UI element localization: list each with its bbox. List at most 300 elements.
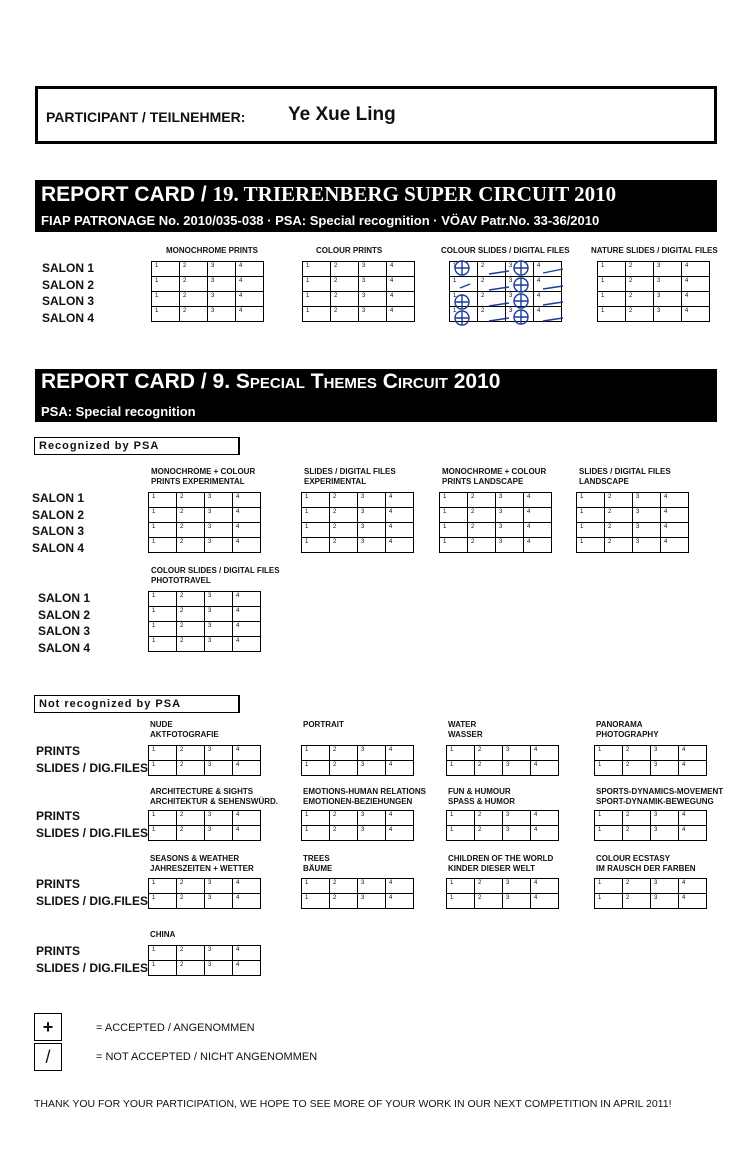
entry-cell[interactable]: 3 — [359, 277, 387, 292]
entry-cell[interactable]: 4 — [233, 508, 261, 523]
entry-cell[interactable]: 3 — [205, 538, 233, 553]
entry-cell[interactable]: 1 — [447, 811, 475, 826]
entry-cell[interactable]: 4 — [236, 262, 264, 277]
grid-row — [303, 262, 415, 277]
entry-cell[interactable]: 1 — [302, 746, 330, 761]
entry-cell[interactable]: 3 — [205, 637, 233, 652]
entry-cell[interactable]: 1 — [303, 277, 331, 292]
entry-cell[interactable]: 1 — [303, 262, 331, 277]
card2-salon-label: SALON 3 — [32, 524, 85, 538]
entry-cell[interactable]: 2 — [478, 262, 506, 277]
entry-cell[interactable]: 3 — [506, 307, 534, 322]
grid-row — [450, 262, 562, 277]
participant-label: PARTICIPANT / TEILNEHMER: — [46, 109, 246, 125]
entry-cell[interactable]: 4 — [679, 879, 707, 894]
entry-cell[interactable]: 2 — [177, 961, 205, 976]
entry-cell[interactable]: 3 — [651, 811, 679, 826]
entry-cell[interactable]: 2 — [623, 746, 651, 761]
recognized-column-header-line-2: PHOTOTRAVEL — [151, 576, 211, 585]
entry-cell[interactable]: 2 — [330, 523, 358, 538]
entry-cell[interactable]: 1 — [149, 637, 177, 652]
entry-cell[interactable]: 2 — [177, 894, 205, 909]
recognized-column-header-line-1: COLOUR SLIDES / DIGITAL FILES — [151, 566, 280, 575]
entry-cell[interactable]: 3 — [205, 523, 233, 538]
entry-cell[interactable]: 1 — [149, 592, 177, 607]
entry-cell[interactable]: 3 — [205, 746, 233, 761]
recognized-column-header — [579, 467, 671, 487]
entry-cell[interactable]: 2 — [177, 493, 205, 508]
entry-cell[interactable]: 3 — [506, 277, 534, 292]
entry-cell[interactable]: 4 — [682, 262, 710, 277]
entry-cell[interactable]: 3 — [496, 523, 524, 538]
card1-column-header: NATURE SLIDES / DIGITAL FILES — [591, 246, 718, 255]
entry-cell[interactable]: 2 — [177, 622, 205, 637]
entry-cell[interactable]: 1 — [595, 879, 623, 894]
entry-cell[interactable]: 4 — [233, 946, 261, 961]
entry-cell[interactable]: 4 — [661, 508, 689, 523]
entry-cell[interactable]: 1 — [149, 894, 177, 909]
entry-cell[interactable]: 1 — [440, 538, 468, 553]
entry-cell[interactable]: 3 — [358, 508, 386, 523]
entry-cell[interactable]: 4 — [387, 307, 415, 322]
entry-cell[interactable]: 4 — [524, 523, 552, 538]
entry-cell[interactable]: 4 — [386, 761, 414, 776]
entry-cell[interactable]: 2 — [468, 538, 496, 553]
entry-cell[interactable]: 1 — [598, 262, 626, 277]
grid-row — [595, 761, 707, 776]
entry-cell[interactable]: 1 — [149, 961, 177, 976]
entry-cell[interactable]: 2 — [177, 811, 205, 826]
entry-cell[interactable]: 4 — [386, 811, 414, 826]
entry-cell[interactable]: 2 — [475, 811, 503, 826]
entry-cell[interactable]: 2 — [475, 746, 503, 761]
entry-cell[interactable]: 1 — [152, 292, 180, 307]
entry-cell[interactable]: 1 — [577, 538, 605, 553]
entry-cell[interactable]: 3 — [359, 307, 387, 322]
entry-cell[interactable]: 4 — [233, 607, 261, 622]
entry-cell[interactable]: 3 — [496, 508, 524, 523]
entry-cell[interactable]: 4 — [386, 493, 414, 508]
entry-cell[interactable]: 1 — [450, 277, 478, 292]
entry-cell[interactable]: 4 — [679, 746, 707, 761]
entry-cell[interactable]: 2 — [331, 277, 359, 292]
entry-cell[interactable]: 3 — [358, 538, 386, 553]
entry-cell[interactable]: 3 — [503, 761, 531, 776]
entry-cell[interactable]: 1 — [303, 307, 331, 322]
entry-cell[interactable]: 1 — [149, 811, 177, 826]
entry-cell[interactable]: 2 — [177, 637, 205, 652]
entry-cell[interactable]: 1 — [149, 523, 177, 538]
entry-cell[interactable]: 2 — [605, 538, 633, 553]
entry-cell[interactable]: 1 — [577, 493, 605, 508]
not-recognized-grid — [148, 945, 261, 976]
entry-cell[interactable]: 4 — [233, 961, 261, 976]
entry-cell[interactable]: 4 — [233, 523, 261, 538]
entry-cell[interactable]: 1 — [440, 508, 468, 523]
recognized-column-header-line-1: MONOCHROME + COLOUR — [151, 467, 256, 476]
entry-cell[interactable]: 1 — [302, 538, 330, 553]
not-recognized-column-header-line-1: COLOUR ECSTASY — [596, 854, 671, 863]
entry-cell[interactable]: 1 — [447, 894, 475, 909]
entry-cell[interactable]: 2 — [330, 508, 358, 523]
grid-row — [577, 508, 689, 523]
entry-cell[interactable]: 4 — [534, 307, 562, 322]
entry-cell[interactable]: 3 — [651, 826, 679, 841]
recognized-column-header-line-2: PRINTS EXPERIMENTAL — [151, 477, 245, 486]
entry-cell[interactable]: 2 — [330, 761, 358, 776]
entry-cell[interactable]: 4 — [233, 811, 261, 826]
entry-cell[interactable]: 4 — [236, 307, 264, 322]
entry-cell[interactable]: 1 — [149, 761, 177, 776]
entry-cell[interactable]: 3 — [205, 508, 233, 523]
entry-cell[interactable]: 2 — [605, 508, 633, 523]
entry-cell[interactable]: 2 — [623, 811, 651, 826]
entry-cell[interactable]: 1 — [149, 493, 177, 508]
entry-cell[interactable]: 2 — [475, 826, 503, 841]
entry-cell[interactable]: 4 — [531, 811, 559, 826]
entry-cell[interactable]: 4 — [534, 277, 562, 292]
entry-cell[interactable]: 1 — [149, 607, 177, 622]
entry-cell[interactable]: 3 — [496, 493, 524, 508]
entry-cell[interactable]: 2 — [468, 523, 496, 538]
entry-cell[interactable]: 2 — [623, 879, 651, 894]
entry-cell[interactable]: 3 — [205, 961, 233, 976]
entry-cell[interactable]: 3 — [208, 262, 236, 277]
entry-cell[interactable]: 4 — [531, 879, 559, 894]
entry-cell[interactable]: 3 — [358, 879, 386, 894]
entry-cell[interactable]: 4 — [386, 879, 414, 894]
entry-cell[interactable]: 1 — [595, 826, 623, 841]
entry-cell[interactable]: 2 — [330, 538, 358, 553]
entry-cell[interactable]: 3 — [205, 592, 233, 607]
entry-cell[interactable]: 2 — [177, 879, 205, 894]
entry-cell[interactable]: 3 — [503, 894, 531, 909]
entry-cell[interactable]: 1 — [447, 879, 475, 894]
not-recognized-column-header-line-1: WATER — [448, 720, 477, 729]
entry-cell[interactable]: 3 — [651, 746, 679, 761]
entry-cell[interactable]: 2 — [605, 523, 633, 538]
entry-cell[interactable]: 2 — [478, 292, 506, 307]
entry-cell[interactable]: 1 — [450, 262, 478, 277]
entry-cell[interactable]: 4 — [236, 292, 264, 307]
entry-cell[interactable]: 2 — [331, 262, 359, 277]
entry-cell[interactable]: 3 — [633, 538, 661, 553]
entry-cell[interactable]: 4 — [682, 292, 710, 307]
grid-row — [302, 538, 414, 553]
entry-cell[interactable]: 3 — [358, 811, 386, 826]
entry-cell[interactable]: 3 — [633, 493, 661, 508]
entry-cell[interactable]: 2 — [177, 523, 205, 538]
entry-cell[interactable]: 2 — [331, 307, 359, 322]
grid-row — [149, 637, 261, 652]
entry-cell[interactable]: 4 — [679, 826, 707, 841]
entry-cell[interactable]: 4 — [531, 826, 559, 841]
entry-cell[interactable]: 4 — [386, 538, 414, 553]
grid-row — [447, 761, 559, 776]
grid-row — [447, 879, 559, 894]
entry-cell[interactable]: 4 — [524, 538, 552, 553]
entry-cell[interactable]: 4 — [233, 637, 261, 652]
entry-cell[interactable]: 3 — [651, 761, 679, 776]
entry-cell[interactable]: 4 — [233, 622, 261, 637]
entry-cell[interactable]: 2 — [177, 946, 205, 961]
entry-cell[interactable]: 3 — [506, 262, 534, 277]
entry-cell[interactable]: 1 — [598, 292, 626, 307]
grid-row — [149, 746, 261, 761]
entry-cell[interactable]: 1 — [450, 292, 478, 307]
grid-row — [302, 523, 414, 538]
entry-cell[interactable]: 1 — [302, 523, 330, 538]
entry-cell[interactable]: 3 — [359, 292, 387, 307]
entry-cell[interactable]: 1 — [149, 826, 177, 841]
entry-cell[interactable]: 3 — [506, 292, 534, 307]
entry-cell[interactable]: 3 — [358, 826, 386, 841]
entry-cell[interactable]: 1 — [577, 508, 605, 523]
entry-cell[interactable]: 1 — [595, 894, 623, 909]
entry-cell[interactable]: 2 — [623, 826, 651, 841]
not-recognized-column-header-line-2: AKTFOTOGRAFIE — [150, 730, 219, 739]
card2-salon-label: SALON 4 — [38, 640, 91, 655]
entry-cell[interactable]: 2 — [180, 277, 208, 292]
entry-cell[interactable]: 4 — [387, 262, 415, 277]
entry-cell[interactable]: 4 — [236, 277, 264, 292]
entry-cell[interactable]: 2 — [177, 761, 205, 776]
entry-cell[interactable]: 1 — [149, 538, 177, 553]
entry-cell[interactable]: 4 — [524, 493, 552, 508]
entry-cell[interactable]: 2 — [623, 894, 651, 909]
entry-cell[interactable]: 2 — [605, 493, 633, 508]
entry-cell[interactable]: 1 — [595, 811, 623, 826]
entry-cell[interactable]: 3 — [358, 523, 386, 538]
entry-cell[interactable]: 3 — [633, 508, 661, 523]
entry-cell[interactable]: 2 — [626, 292, 654, 307]
entry-cell[interactable]: 2 — [177, 508, 205, 523]
entry-cell[interactable]: 3 — [503, 811, 531, 826]
grid-row — [447, 811, 559, 826]
not-recognized-column-header-line-2: BÄUME — [303, 864, 333, 873]
entry-cell[interactable]: 4 — [233, 592, 261, 607]
not-recognized-column-header — [596, 854, 696, 874]
entry-cell[interactable]: 2 — [330, 746, 358, 761]
entry-cell[interactable]: 4 — [386, 894, 414, 909]
entry-cell[interactable]: 3 — [205, 826, 233, 841]
entry-cell[interactable]: 4 — [233, 879, 261, 894]
entry-cell[interactable]: 3 — [651, 894, 679, 909]
entry-cell[interactable]: 1 — [149, 622, 177, 637]
entry-cell[interactable]: 4 — [233, 894, 261, 909]
grid-row — [303, 292, 415, 307]
entry-cell[interactable]: 4 — [233, 746, 261, 761]
entry-cell[interactable]: 3 — [205, 894, 233, 909]
entry-cell[interactable]: 3 — [496, 538, 524, 553]
entry-cell[interactable]: 1 — [440, 493, 468, 508]
entry-cell[interactable]: 2 — [626, 277, 654, 292]
grid-row — [595, 811, 707, 826]
grid-row — [577, 538, 689, 553]
entry-cell[interactable]: 1 — [447, 761, 475, 776]
entry-cell[interactable]: 4 — [524, 508, 552, 523]
entry-cell[interactable]: 3 — [633, 523, 661, 538]
entry-cell[interactable]: 1 — [303, 292, 331, 307]
entry-cell[interactable]: 2 — [330, 826, 358, 841]
entry-cell[interactable]: 4 — [233, 761, 261, 776]
entry-cell[interactable]: 2 — [331, 292, 359, 307]
entry-cell[interactable]: 2 — [468, 493, 496, 508]
grid-row — [447, 826, 559, 841]
entry-cell[interactable]: 2 — [177, 826, 205, 841]
entry-cell[interactable]: 3 — [654, 307, 682, 322]
entry-cell[interactable]: 2 — [180, 307, 208, 322]
entry-cell[interactable]: 1 — [595, 746, 623, 761]
entry-cell[interactable]: 4 — [233, 826, 261, 841]
entry-cell[interactable]: 2 — [623, 761, 651, 776]
entry-cell[interactable]: 4 — [534, 292, 562, 307]
not-recognized-row-label: PRINTS — [36, 809, 81, 823]
entry-cell[interactable]: 4 — [661, 523, 689, 538]
entry-cell[interactable]: 3 — [205, 607, 233, 622]
entry-cell[interactable]: 4 — [386, 523, 414, 538]
grid-row — [303, 277, 415, 292]
entry-cell[interactable]: 3 — [208, 307, 236, 322]
entry-cell[interactable]: 4 — [682, 307, 710, 322]
card2-salon-label: SALON 3 — [38, 624, 91, 638]
entry-cell[interactable]: 4 — [386, 746, 414, 761]
entry-cell[interactable]: 1 — [302, 508, 330, 523]
entry-cell[interactable]: 1 — [149, 746, 177, 761]
entry-cell[interactable]: 2 — [177, 746, 205, 761]
entry-cell[interactable]: 3 — [358, 761, 386, 776]
grid-row — [595, 879, 707, 894]
entry-cell[interactable]: 2 — [180, 262, 208, 277]
entry-cell[interactable]: 4 — [386, 826, 414, 841]
entry-cell[interactable]: 2 — [330, 894, 358, 909]
entry-cell[interactable]: 1 — [149, 879, 177, 894]
entry-cell[interactable]: 1 — [149, 946, 177, 961]
not-recognized-column-header-line-2: KINDER DIESER WELT — [448, 864, 535, 873]
entry-cell[interactable]: 3 — [654, 277, 682, 292]
entry-cell[interactable]: 1 — [152, 307, 180, 322]
entry-cell[interactable]: 4 — [661, 538, 689, 553]
entry-cell[interactable]: 3 — [358, 746, 386, 761]
entry-cell[interactable]: 4 — [387, 292, 415, 307]
entry-cell[interactable]: 1 — [302, 811, 330, 826]
entry-cell[interactable]: 3 — [205, 493, 233, 508]
entry-cell[interactable]: 3 — [208, 277, 236, 292]
not-recognized-column-header — [448, 854, 553, 874]
card1-salon-label: SALON 1 — [42, 261, 95, 275]
grid-row — [149, 592, 261, 607]
card1-grid — [597, 261, 710, 322]
entry-cell[interactable]: 1 — [447, 746, 475, 761]
entry-cell[interactable]: 3 — [358, 493, 386, 508]
entry-cell[interactable]: 2 — [478, 277, 506, 292]
recognized-grid — [439, 492, 552, 553]
entry-cell[interactable]: 4 — [679, 811, 707, 826]
not-recognized-column-header-line-1: FUN & HUMOUR — [448, 787, 511, 796]
entry-cell[interactable]: 3 — [503, 746, 531, 761]
entry-cell[interactable]: 3 — [205, 761, 233, 776]
entry-cell[interactable]: 1 — [302, 826, 330, 841]
report-card-2-header — [35, 369, 717, 422]
grid-row — [149, 508, 261, 523]
recognized-column-header-line-1: SLIDES / DIGITAL FILES — [304, 467, 396, 476]
grid-row — [152, 277, 264, 292]
entry-cell[interactable]: 2 — [177, 538, 205, 553]
entry-cell[interactable]: 2 — [626, 307, 654, 322]
entry-cell[interactable]: 1 — [302, 894, 330, 909]
entry-cell[interactable]: 2 — [180, 292, 208, 307]
entry-cell[interactable]: 1 — [152, 262, 180, 277]
card2-salon-label: SALON 2 — [38, 607, 91, 622]
entry-cell[interactable]: 2 — [330, 811, 358, 826]
entry-cell[interactable]: 2 — [177, 592, 205, 607]
entry-cell[interactable]: 3 — [205, 946, 233, 961]
entry-cell[interactable]: 3 — [359, 262, 387, 277]
entry-cell[interactable]: 3 — [205, 879, 233, 894]
entry-cell[interactable]: 1 — [152, 277, 180, 292]
entry-cell[interactable]: 2 — [330, 879, 358, 894]
entry-cell[interactable]: 2 — [475, 894, 503, 909]
grid-row — [598, 277, 710, 292]
entry-cell[interactable]: 3 — [503, 879, 531, 894]
entry-cell[interactable]: 3 — [654, 292, 682, 307]
entry-cell[interactable]: 3 — [654, 262, 682, 277]
entry-cell[interactable]: 3 — [503, 826, 531, 841]
entry-cell[interactable]: 3 — [205, 811, 233, 826]
entry-cell[interactable]: 4 — [531, 746, 559, 761]
not-recognized-column-header — [150, 787, 278, 807]
grid-row — [149, 538, 261, 553]
entry-cell[interactable]: 4 — [661, 493, 689, 508]
entry-cell[interactable]: 2 — [330, 493, 358, 508]
entry-cell[interactable]: 4 — [531, 894, 559, 909]
entry-cell[interactable]: 1 — [302, 761, 330, 776]
entry-cell[interactable]: 2 — [478, 307, 506, 322]
entry-cell[interactable]: 2 — [475, 879, 503, 894]
entry-cell[interactable]: 4 — [386, 508, 414, 523]
entry-cell[interactable]: 2 — [475, 761, 503, 776]
entry-cell[interactable]: 2 — [177, 607, 205, 622]
entry-cell[interactable]: 1 — [302, 879, 330, 894]
entry-cell[interactable]: 4 — [534, 262, 562, 277]
entry-cell[interactable]: 4 — [682, 277, 710, 292]
entry-cell[interactable]: 4 — [233, 538, 261, 553]
entry-cell[interactable]: 3 — [208, 292, 236, 307]
entry-cell[interactable]: 3 — [358, 894, 386, 909]
entry-cell[interactable]: 1 — [447, 826, 475, 841]
entry-cell[interactable]: 1 — [149, 508, 177, 523]
entry-cell[interactable]: 1 — [450, 307, 478, 322]
entry-cell[interactable]: 1 — [302, 493, 330, 508]
entry-cell[interactable]: 2 — [626, 262, 654, 277]
entry-cell[interactable]: 4 — [387, 277, 415, 292]
entry-cell[interactable]: 3 — [651, 879, 679, 894]
entry-cell[interactable]: 1 — [598, 307, 626, 322]
card1-grid — [302, 261, 415, 322]
entry-cell[interactable]: 1 — [440, 523, 468, 538]
entry-cell[interactable]: 1 — [577, 523, 605, 538]
entry-cell[interactable]: 4 — [531, 761, 559, 776]
entry-cell[interactable]: 4 — [679, 894, 707, 909]
entry-cell[interactable]: 1 — [598, 277, 626, 292]
entry-cell[interactable]: 4 — [679, 761, 707, 776]
entry-cell[interactable]: 3 — [205, 622, 233, 637]
not-recognized-row-label: SLIDES / DIG.FILES — [36, 961, 149, 975]
entry-cell[interactable]: 4 — [233, 493, 261, 508]
entry-cell[interactable]: 2 — [468, 508, 496, 523]
entry-cell[interactable]: 1 — [595, 761, 623, 776]
grid-row — [595, 894, 707, 909]
